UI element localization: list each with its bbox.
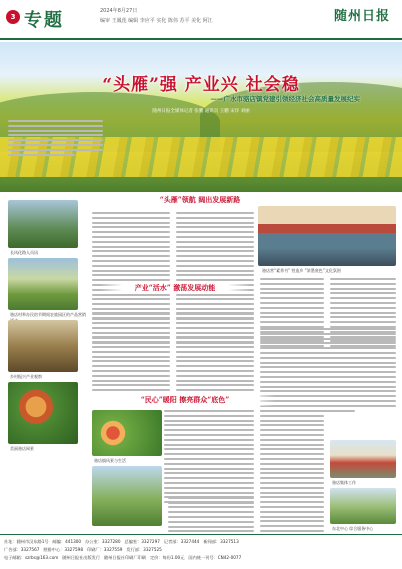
section-title: 专题 — [24, 10, 64, 31]
footer-item: 广告部：3327567 — [4, 547, 40, 552]
footer-item: 发行部：3327525 — [126, 547, 162, 552]
photo-hills — [330, 488, 396, 524]
photo-orchard — [8, 382, 78, 444]
photo-caption: 东北中心 综合服务中心 — [332, 526, 374, 531]
photo-caption: 骆店村举办民宿节期间农旅园区的产品营销 — [10, 312, 86, 317]
hero-banner — [0, 42, 402, 192]
footer-contacts — [4, 547, 400, 553]
footer-item: 邮编：441300 — [52, 539, 82, 544]
photo-caption: 骆店营“素养书” 营造乡 “浓墨底色”文化氛围 — [262, 268, 341, 273]
section-banner-2 — [100, 282, 250, 294]
footer-item: 随州日报社印刷厂印刷 — [104, 555, 146, 560]
photo-service-center — [330, 440, 396, 478]
article-column — [168, 492, 254, 540]
footer-contacts — [4, 539, 400, 545]
photo-village — [8, 200, 78, 248]
headline: “头雁”强 产业兴 社会稳 — [102, 75, 300, 95]
page-number-badge: 3 — [6, 10, 20, 24]
footer-item: 记者部：3327444 — [163, 539, 200, 544]
footer-item: 国内统一刊号：CN42-0077 — [188, 555, 242, 560]
photo-caption: 美丽骆店网景 — [10, 446, 34, 451]
footer-item: 新闻部：3327513 — [203, 539, 239, 544]
section-banner-3 — [95, 394, 275, 406]
article-column — [92, 298, 170, 394]
footer-item: 社址：随州市汉东路1号 — [4, 539, 49, 544]
footer-item: 总编室：3327297 — [124, 539, 160, 544]
footer-item: 随州日报社出版发行 — [62, 555, 101, 560]
footer-item: 电子邮箱：szrbs@163.com — [4, 555, 59, 560]
byline: 随州日报全媒体记者 张鹏 通讯员 王鹏 宋洋 刘丽 — [152, 109, 250, 114]
article-column — [260, 328, 396, 414]
subheadline: ——广水市骆店镇党建引领经济社会高质量发展纪实 — [210, 95, 360, 103]
footer-publisher — [4, 555, 400, 561]
footer-item: 印刷厂：3327559 — [87, 547, 123, 552]
section-banner-1 — [100, 194, 300, 206]
page-header — [0, 0, 402, 40]
intro-paragraph — [8, 120, 103, 158]
footer-item: 照排中心：3327598 — [43, 547, 83, 552]
footer-item: 定价：每份1.00元 — [149, 555, 185, 560]
page-footer — [0, 534, 402, 569]
issue-date: 2024年8月27日 — [100, 8, 138, 14]
section-heading: “民心”暖阳 擦亮群众“底色” — [140, 395, 230, 404]
section-heading: 产业“活水” 激荡发展动能 — [134, 283, 216, 292]
photo-party-members — [258, 206, 396, 266]
photo-workshop — [8, 320, 78, 372]
editors-line: 编审 王鳳莲 编辑 李应平 实化 陈伟 苏平 美化 阿江 — [100, 18, 213, 24]
section-heading: “头雁”领航 阔出发展新路 — [159, 195, 241, 204]
article-column — [176, 298, 254, 394]
photo-fields — [8, 258, 78, 310]
photo-landscape — [92, 466, 162, 526]
newspaper-logo: 随州日报 — [333, 9, 390, 24]
photo-caption: 乡村振兴产业观察 — [10, 374, 42, 379]
photo-fruit — [92, 410, 162, 456]
photo-caption: 骆店镇风景与生活 — [94, 458, 126, 463]
footer-item: 办公室：3327280 — [85, 539, 121, 544]
photo-caption: 骆店集体工作 — [332, 480, 356, 485]
photo-caption: 长风化路人员讯 — [10, 250, 38, 255]
